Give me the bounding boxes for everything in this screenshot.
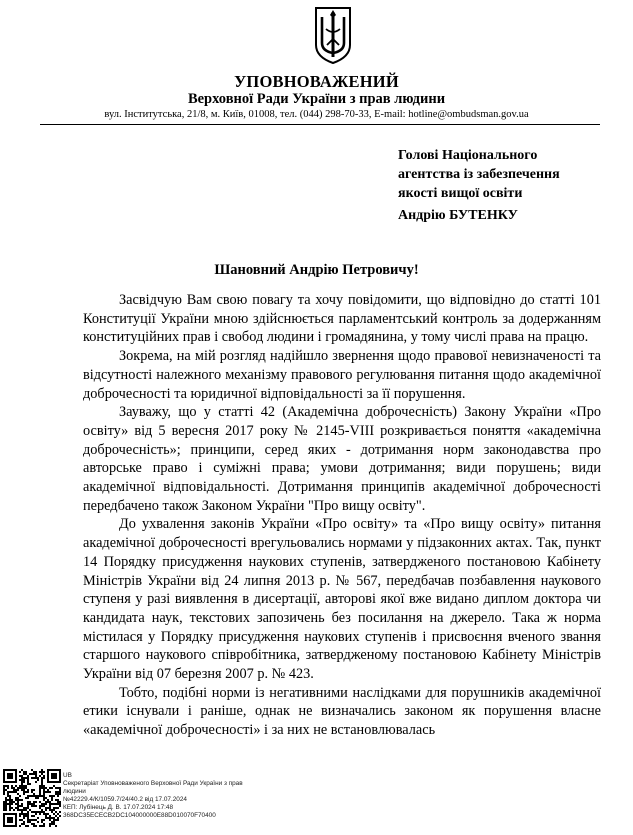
stamp-line: UB: [63, 772, 72, 779]
greeting: Шановний Андрію Петровичу!: [214, 262, 419, 278]
body-paragraph: Засвідчую Вам свою повагу та хочу повідомити, що відповідно до статті 101 Конституції України мною здійснюється парламентський контроль за додержанням конституційних прав і свобод людини і громадянина, у тому числі права на працю.: [83, 292, 601, 346]
recipient-line: якості вищої освіти: [398, 186, 523, 201]
recipient-name: Андрію БУТЕНКУ: [398, 208, 518, 223]
institution-subtitle: Верховної Ради України з прав людини: [187, 91, 446, 107]
recipient-block: [398, 146, 623, 203]
stamp-line: КЕП: Лубінець Д. В. 17.07.2024 17:48: [63, 804, 174, 811]
stamp-line: людини: [63, 788, 86, 795]
qr-code-icon: [3, 769, 61, 827]
institution-address: вул. Інститутська, 21/8, м. Київ, 01008, тел. (044) 298-70-33, E-mail: hotline@ombudsman.gov.ua: [104, 109, 529, 120]
body-paragraph: Тобто, подібні норми із негативними наслідками для порушників академічної етики існували і раніше, однак не визначались законом як порушення власне «академічної доброчесності» і за них не встановлювалась: [83, 684, 601, 739]
recipient-line: Голові Національного: [398, 148, 538, 163]
header-divider: [40, 124, 600, 125]
stamp-line: 368DC35ECECB2DC104000000E88D010070F70400: [63, 812, 216, 819]
body-paragraph: Зокрема, на мій розгляд надійшло звернення щодо правової невизначеності та відсутності належного механізму правового регулювання питання щодо академічної доброчесності та юридичної відповідальності за її порушення.: [83, 348, 601, 402]
letter-body: [83, 291, 601, 740]
body-paragraph: До ухвалення законів України «Про освіту» та «Про вищу освіту» питання академічної доброчесності врегульовались нормами у підзаконних актах. Так, пункт 14 Порядку присудження наукових ступенів, затвердженого постановою Кабінету Міністрів України від 24 липня 2013 р. № 567, передбачав позбавлення наукового ступеня у разі виявлення в дисертації, авторові якої вже видано диплом доктора чи кандидата наук, текстових запозичень без посилання на джерело. Така ж норма містилася у Порядку присудження наукових ступенів і присвоєння вченого звання старшого наукового співробітника, затвердженому постановою Кабінету Міністрів України від 07 березня 2007 р. № 423.: [83, 516, 601, 683]
body-paragraph: Зауважу, що у статті 42 (Академічна доброчесність) Закону України «Про освіту» від 5 вересня 2017 року № 2145-VIII розкривається поняття «академічна доброчесність»; принципи, серед яких - дотримання норм законодавства про авторське право і суміжні права; умови дотримання; види порушень; види академічної відповідальності. Дотримання принципів академічної доброчесності передбачено також Законом України "Про вищу освіту".: [83, 404, 601, 514]
recipient-line: агентства із забезпечення: [398, 167, 560, 182]
trident-emblem-icon: [313, 5, 353, 65]
stamp-line: Секретаріат Уповноваженого Верховної Ради України з прав: [63, 780, 243, 787]
institution-title: УПОВНОВАЖЕНИЙ: [234, 72, 399, 91]
stamp-line: №42229.4/К/1059.7/24/40.2 від 17.07.2024: [63, 796, 187, 803]
signature-stamp: [63, 772, 293, 820]
